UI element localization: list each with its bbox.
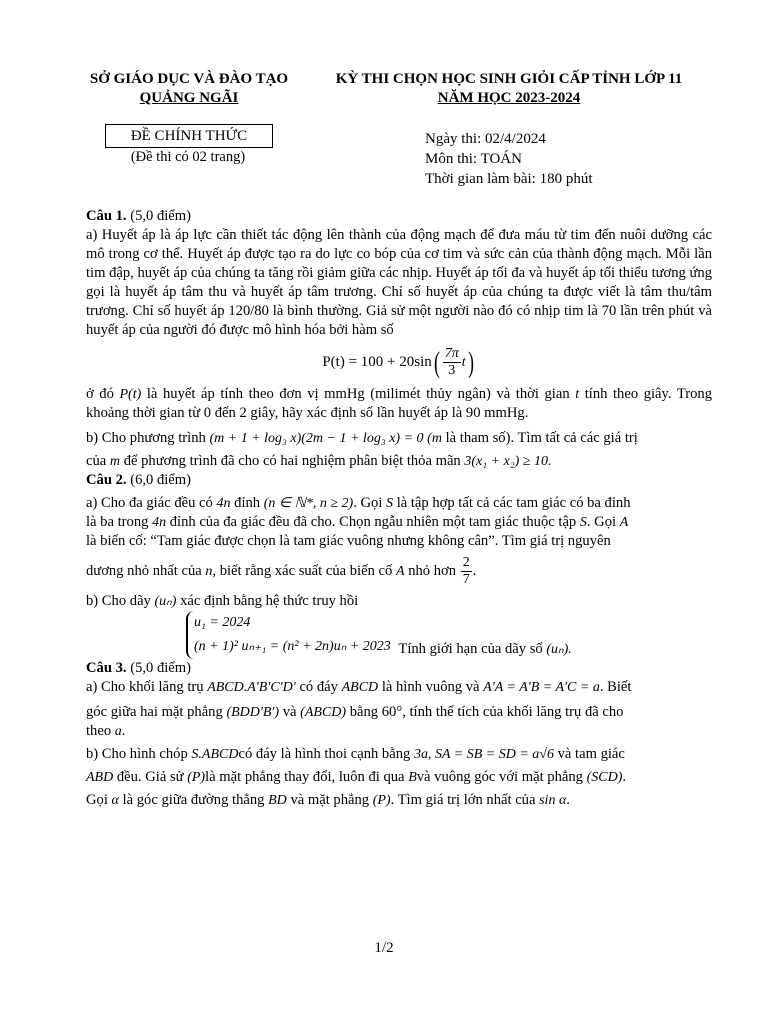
text-segment: để phương trình đã cho có hai nghiệm phân biệt thỏa mãn <box>123 453 461 469</box>
pages-note: (Đề thi có 02 trang) <box>130 149 246 165</box>
department-header <box>78 70 300 108</box>
exam-title: KỲ THI CHỌN HỌC SINH GIỎI CẤP TỈNH LỚP 11 <box>335 71 683 87</box>
question-1-title: Câu 1. <box>86 208 127 224</box>
text-segment: giây, hãy xác định số lần huyết áp là <box>250 405 463 421</box>
text-segment: đến <box>214 405 236 421</box>
text-segment: có đáy là hình thoi cạnh bằng <box>238 746 411 762</box>
text-segment: Gọi <box>86 792 108 808</box>
fraction-denominator: 7 <box>462 572 470 587</box>
question-3-heading <box>86 659 712 678</box>
math-sequence: (uₙ). <box>546 642 572 657</box>
math-triangle: ABD <box>86 770 114 785</box>
text-segment: . Biết <box>599 679 632 695</box>
exam-date: Ngày thi: 02/4/2024 <box>425 131 546 147</box>
text-segment: Trong khoảng thời gian từ <box>86 386 713 421</box>
math-sequence: (uₙ) <box>154 594 177 609</box>
text-segment: và mặt phẳng <box>290 792 370 808</box>
question-2b-line1 <box>86 592 712 611</box>
math-angle: 60° <box>381 704 403 720</box>
text-segment: là ba trong <box>86 514 149 530</box>
math-equal-edges: A'A = A'B = A'C = a <box>483 680 600 695</box>
department-line1: SỞ GIÁO DỤC VÀ ĐÀO TẠO <box>89 71 289 87</box>
math-zero: 0 <box>203 405 212 421</box>
math-log-equation: (m + 1 + log₃ x)(2m − 1 + log₃ x) = 0 <box>209 431 424 446</box>
text-segment: và vuông góc với mặt phẳng <box>416 769 583 785</box>
math-m: (m <box>427 431 442 446</box>
text-segment: xác định bằng hệ thức truy hồi <box>180 593 359 609</box>
recurrence-relation: (n + 1)² uₙ₊₁ = (n² + 2n)uₙ + 2023 <box>194 639 391 654</box>
question-1-points: (5,0 điểm) <box>130 208 191 224</box>
question-2-heading <box>86 471 712 490</box>
math-A: A <box>395 563 405 579</box>
text-segment: Tính giới hạn của dãy số <box>398 641 543 657</box>
text-segment: là hình vuông và <box>381 679 480 695</box>
text-segment: là tập hợp tất cả các tam giác có ba đỉnh <box>396 495 631 511</box>
text-segment: ở đó <box>86 386 114 402</box>
question-3b-line2: ABD đều. Giả sử (P)là mặt phẳng thay đổi, luôn đi qua Bvà vuông góc với mặt phẳng (SCD). <box>86 769 627 785</box>
text-segment: là mặt phẳng thay đổi, luôn đi qua <box>205 769 405 785</box>
text-segment: b) Cho phương trình <box>86 430 206 446</box>
math-two: 2 <box>239 405 247 421</box>
question-2a-line3: là biến cố: “Tam giác được chọn là tam giác vuông nhưng không cân”. Tìm giá trị nguyên <box>86 533 611 549</box>
question-2a-line4: dương nhỏ nhất của n, biết rằng xác suất của biến cố A nhỏ hơn $\frac{2}{7}$ . <box>86 555 477 587</box>
math-plane-P: (P) <box>187 770 206 785</box>
text-segment: b) Cho hình chóp <box>86 746 188 762</box>
question-3-points: (5,0 điểm) <box>130 660 191 676</box>
math-alpha: α <box>111 793 119 808</box>
question-3b-line3: Gọi α là góc giữa đường thẳng BD và mặt phẳng (P). Tìm giá trị lớn nhất của sin α. <box>86 792 570 808</box>
question-1-heading <box>86 207 712 226</box>
text-segment: bằng <box>349 704 379 720</box>
question-3-title: Câu 3. <box>86 660 127 676</box>
math-A: A <box>619 515 629 530</box>
text-segment: có đáy <box>299 679 338 695</box>
question-2a-line1 <box>86 494 712 513</box>
math-n: n <box>205 563 213 579</box>
math-a: a <box>114 724 122 739</box>
text-segment: đỉnh <box>234 495 261 511</box>
text-segment: theo <box>86 723 112 739</box>
math-condition: (n ∈ ℕ*, n ≥ 2) <box>263 496 354 511</box>
question-1a-continuation <box>86 385 712 423</box>
page-number: 1/2 <box>374 940 394 956</box>
text-segment: a) Cho đa giác đều có <box>86 495 213 511</box>
text-segment: là huyết áp tính theo đơn vị mmHg (milimét thủy ngân) và thời gian <box>146 386 570 402</box>
exam-content <box>86 207 712 810</box>
fraction-numerator: 2 <box>462 555 470 570</box>
math-4n: 4n <box>152 515 167 530</box>
text-segment: góc giữa hai mặt phẳng <box>86 704 223 720</box>
text-segment: tính theo giây. <box>584 386 672 402</box>
text-segment: . Tìm giá trị lớn nhất của <box>390 792 536 808</box>
text-segment: và <box>282 704 297 720</box>
question-1b-line1 <box>86 429 712 448</box>
text-segment: b) Cho dãy <box>86 593 151 609</box>
math-S: S <box>579 515 587 530</box>
math-Pt: P(t) <box>119 387 142 402</box>
question-1a-text: a) Huyết áp là áp lực cần thiết tác động lên thành của động mạch để đưa máu từ tim đến nuôi dưỡng các mô trong cơ thể. Huyết áp được tạo ra do lực co bóp của cơ tim và sức cản của thành động mạch. Mỗi lần tim đập, huyết áp của chúng ta tăng rồi giảm giữa các nhịp. Huyết áp tối đa và huyết áp tối thiểu tương ứng gọi là huyết áp tâm thu và huyết áp tâm trương. Chỉ số huyết áp của chúng ta được viết là tâm thu/tâm trương. Chỉ số huyết áp 120/80 là bình thường. Giả sử một người nào đó có nhịp tim là 70 lần trên phút và huyết áp của người đó được mô hình hóa bởi hàm số <box>86 227 712 338</box>
question-3a-line2 <box>86 703 712 722</box>
school-year: NĂM HỌC 2023-2024 <box>437 90 581 106</box>
question-2-title: Câu 2. <box>86 472 127 488</box>
text-segment: a) Cho khối lăng trụ <box>86 679 204 695</box>
text-segment: dương nhỏ nhất của <box>86 562 202 579</box>
text-segment: , biết rằng xác suất của biến cố <box>212 562 393 579</box>
recurrence-system <box>186 611 391 659</box>
text-segment: của <box>86 453 107 469</box>
math-plane: (ABCD) <box>300 705 347 720</box>
math-base: ABCD <box>341 680 379 695</box>
question-2-points: (6,0 điểm) <box>130 472 191 488</box>
recurrence-initial: u₁ = 2024 <box>194 615 251 630</box>
text-segment: . Gọi <box>586 514 617 530</box>
formula-t: t <box>461 354 466 370</box>
text-segment: đỉnh của đa giác đều đã cho. Chọn ngẫu nhiên một tam giác thuộc tập <box>169 514 577 530</box>
department-line2: QUẢNG NGÃI <box>139 90 239 106</box>
exam-header <box>322 70 696 108</box>
exam-meta <box>425 129 593 189</box>
question-2b-system-line <box>86 611 712 659</box>
question-3a-line3: theo a. <box>86 723 126 739</box>
math-ninety: 90 <box>465 405 481 421</box>
question-2a-line2 <box>86 513 712 532</box>
math-pyramid: S.ABCD <box>191 747 239 762</box>
blood-pressure-formula: P(t) = 100 + 20sin( $\frac{7\pi}{3}$ t) <box>322 346 474 379</box>
math-side-lengths: 3a, SA = SB = SD = a√6 <box>413 747 554 762</box>
probability-fraction <box>461 555 472 588</box>
text-segment: , tính thể tích của khối lăng trụ đã cho <box>402 704 624 720</box>
math-plane: (BDD'B') <box>226 705 280 720</box>
question-3b-line1 <box>86 745 712 764</box>
text-segment: là tham số). Tìm tất cả các giá trị <box>445 430 638 446</box>
text-segment: đều. Giả sử <box>116 769 184 785</box>
text-segment: và tam giác <box>557 746 625 762</box>
official-stamp: ĐỀ CHÍNH THỨC <box>105 124 273 148</box>
math-t: t <box>575 387 580 402</box>
math-plane-P: (P) <box>372 793 391 808</box>
math-BD: BD <box>268 793 287 808</box>
text-segment: . Gọi <box>353 495 383 511</box>
formula-numerator: 7π <box>444 346 459 361</box>
formula-fraction <box>443 346 461 379</box>
math-prism: ABCD.A'B'C'D' <box>207 680 296 695</box>
exam-duration: Thời gian làm bài: 180 phút <box>425 171 593 187</box>
text-segment: mmHg. <box>484 405 529 421</box>
formula-lhs: P(t) = 100 + 20sin <box>322 353 432 370</box>
question-1b-line2 <box>86 452 712 471</box>
math-B: B <box>408 770 417 785</box>
text-segment: nhỏ hơn <box>408 562 457 579</box>
math-inequality: 3(x₁ + x₂) ≥ 10. <box>464 454 552 469</box>
math-plane-SCD: (SCD) <box>586 770 623 785</box>
math-m: m <box>109 454 121 469</box>
question-3a-line1 <box>86 678 712 697</box>
text-segment: là góc giữa đường thẳng <box>122 792 265 808</box>
formula-denominator: 3 <box>448 363 456 378</box>
math-S: S <box>386 496 394 511</box>
math-sin-alpha: sin α <box>539 793 567 808</box>
exam-subject: Môn thi: TOÁN <box>425 151 522 167</box>
math-4n: 4n <box>216 496 231 511</box>
